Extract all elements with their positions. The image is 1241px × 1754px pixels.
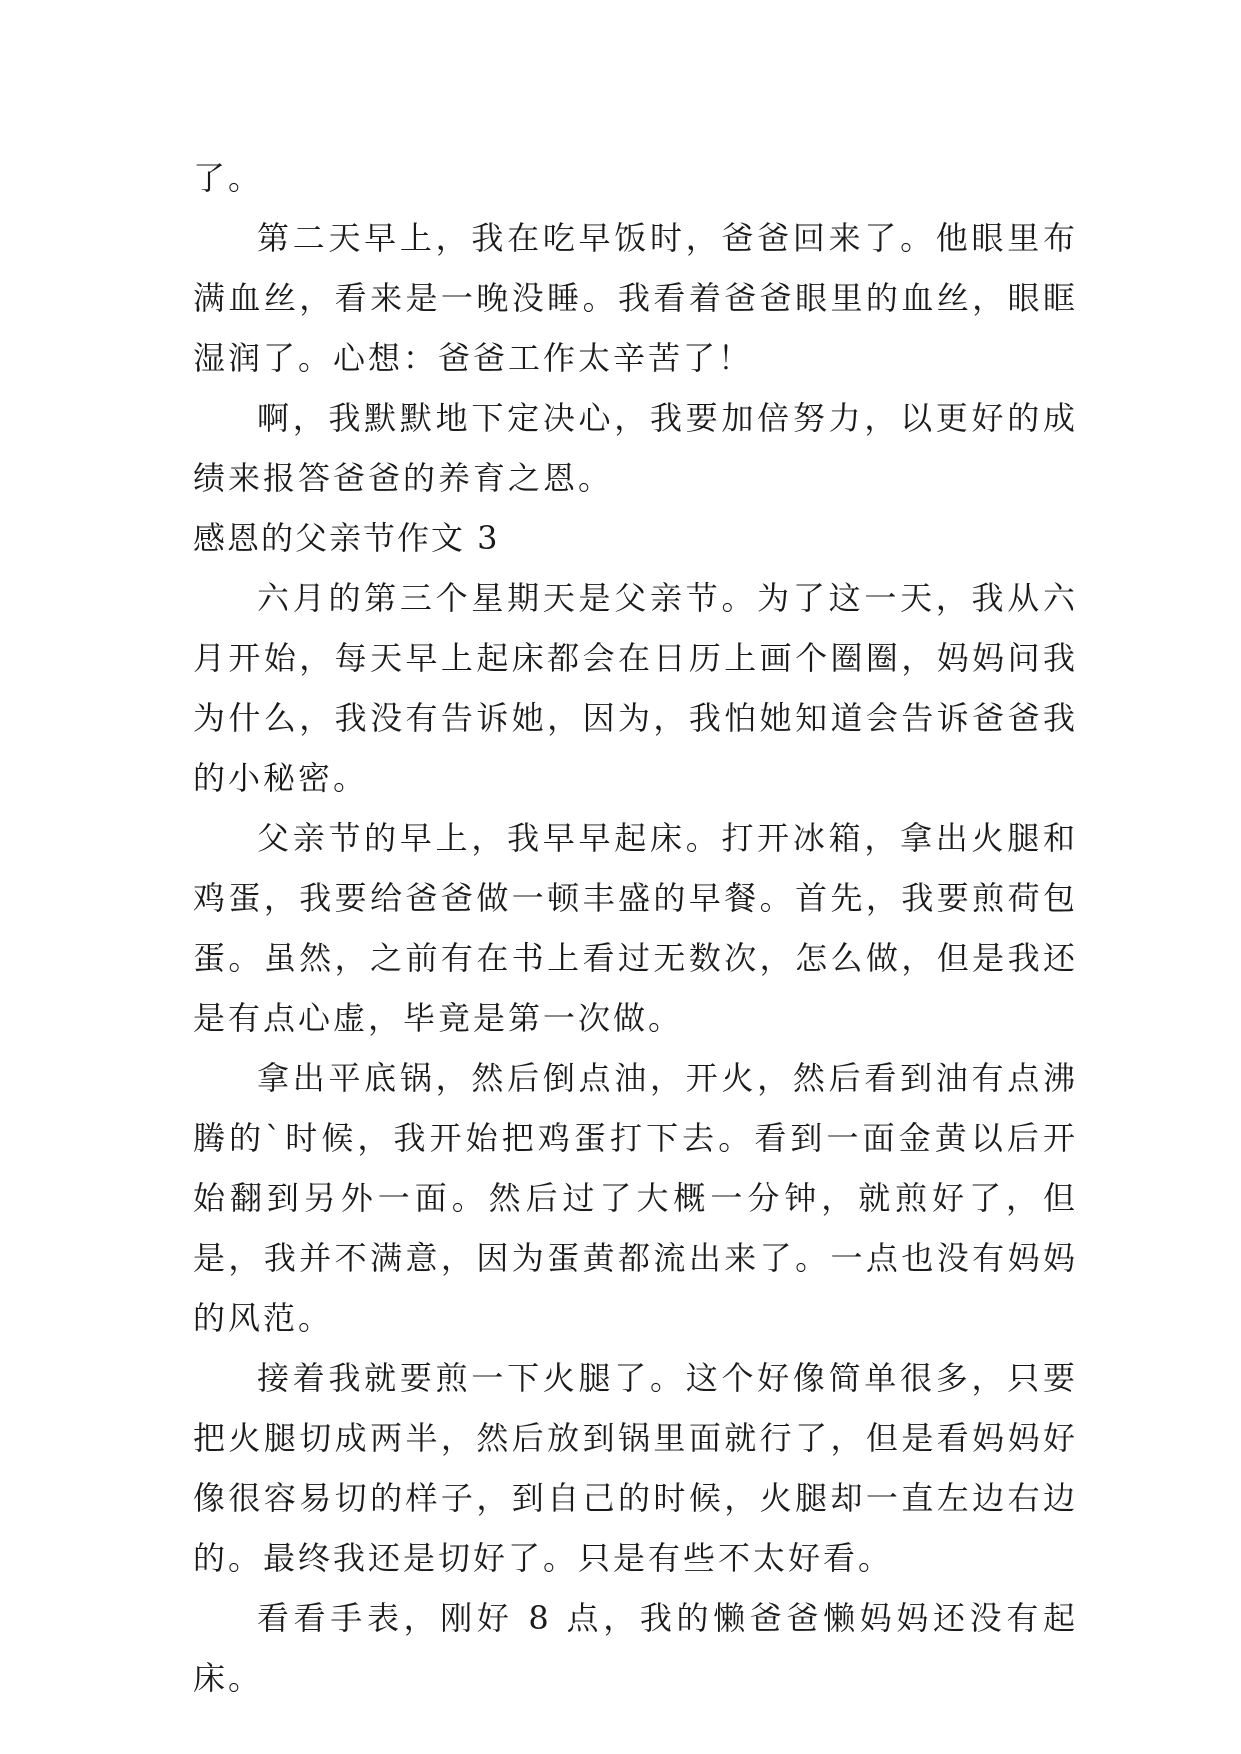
paragraph: 接着我就要煎一下火腿了。这个好像简单很多，只要把火腿切成两半，然后放到锅里面就行了，但是看妈妈好像很容易切的样子，到自己的时候，火腿却一直左边右边的。最终我还是切好了。只是有些不太好看。	[193, 1359, 1078, 1577]
document-body	[193, 148, 1078, 1708]
paragraph: 啊，我默默地下定决心，我要加倍努力，以更好的成绩来报答爸爸的养育之恩。	[193, 399, 1078, 497]
paragraph: 第二天早上，我在吃早饭时，爸爸回来了。他眼里布满血丝，看来是一晚没睡。我看着爸爸眼里的血丝，眼眶湿润了。心想：爸爸工作太辛苦了！	[193, 219, 1078, 377]
paragraph-continuation: 了。	[193, 159, 264, 197]
paragraph: 父亲节的早上，我早早起床。打开冰箱，拿出火腿和鸡蛋，我要给爸爸做一顿丰盛的早餐。首先，我要煎荷包蛋。虽然，之前有在书上看过无数次，怎么做，但是我还是有点心虚，毕竟是第一次做。	[193, 819, 1078, 1037]
paragraph: 看看手表，刚好 8 点，我的懒爸爸懒妈妈还没有起床。	[193, 1599, 1078, 1697]
section-heading: 感恩的父亲节作文 3	[193, 519, 500, 557]
paragraph: 六月的第三个星期天是父亲节。为了这一天，我从六月开始，每天早上起床都会在日历上画个圈圈，妈妈问我为什么，我没有告诉她，因为，我怕她知道会告诉爸爸我的小秘密。	[193, 579, 1078, 797]
paragraph: 拿出平底锅，然后倒点油，开火，然后看到油有点沸腾的`时候，我开始把鸡蛋打下去。看到一面金黄以后开始翻到另外一面。然后过了大概一分钟，就煎好了，但是，我并不满意，因为蛋黄都流出来了。一点也没有妈妈的风范。	[193, 1059, 1078, 1337]
